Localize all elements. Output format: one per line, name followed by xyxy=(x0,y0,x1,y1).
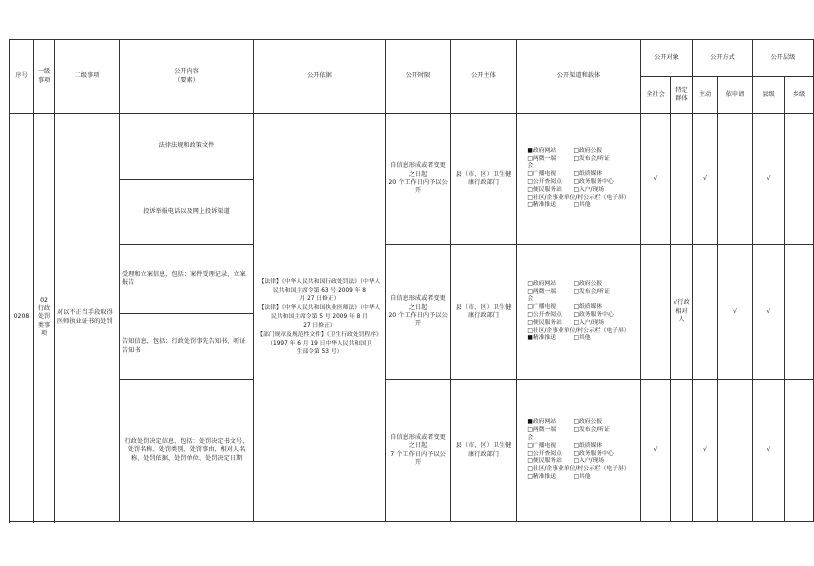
check-all: √ xyxy=(641,380,671,522)
header-level: 公开层级 xyxy=(753,40,814,77)
check-county: √ xyxy=(753,245,785,380)
channel-list: ■政府网站 □政府公报 □两微一端 □发布会/听证 会 □广播电视 □纸质媒体 □公开查阅点 □政务服务中心 □便民服务站 □入户/现场 □社区/企事业单位/村公示栏（电子屏） □精准推送 □其他 xyxy=(527,147,630,209)
check-town xyxy=(785,114,814,245)
header-target: 公开对象 xyxy=(641,40,693,77)
content-item: 行政处罚决定信息，包括：处罚决定书文号、处罚名称、处罚类别、处罚事由、相对人名称、处罚依据、处罚单位、处罚决定日期 xyxy=(120,380,254,522)
check-specific xyxy=(671,114,693,245)
row-basis xyxy=(254,114,386,522)
channel-cell xyxy=(517,380,641,522)
header-basis: 公开依据 xyxy=(254,40,386,114)
header-subject: 公开主体 xyxy=(451,40,517,114)
check-specific: √行政相对人 xyxy=(671,245,693,380)
check-active: √ xyxy=(693,114,718,245)
channel-list: □政府网站 □政府公报 □两微一端 □发布会/听证 会 □广播电视 □纸质媒体 □公开查阅点 □政务服务中心 □便民服务站 □入户/现场 □社区/企事业单位/村公示栏（电子屏） ■精准推送 □其他 xyxy=(527,280,630,342)
check-active xyxy=(693,245,718,380)
header-time: 公开时限 xyxy=(386,40,451,114)
header-channel: 公开渠道和载体 xyxy=(517,40,641,114)
check-county: √ xyxy=(753,114,785,245)
time-cell: 自信息形成或者变更之日起 20 个工作日内予以公开 xyxy=(386,114,451,245)
check-specific xyxy=(671,380,693,522)
header-content: 公开内容 （要素） xyxy=(120,40,254,114)
check-county: √ xyxy=(753,380,785,522)
check-all xyxy=(641,245,671,380)
header-level-county: 县级 xyxy=(753,77,785,114)
check-request: √ xyxy=(718,245,753,380)
header-method-active: 主动 xyxy=(693,77,718,114)
disclosure-table xyxy=(9,39,814,522)
subject-cell: 县（市、区）卫生健康行政部门 xyxy=(451,114,517,245)
check-all: √ xyxy=(641,114,671,245)
row-level1: 02 行政 处罚 类事 项 xyxy=(34,114,55,522)
subject-cell: 县（市、区）卫生健康行政部门 xyxy=(451,245,517,380)
channel-cell xyxy=(517,245,641,380)
row-seq: 0208 xyxy=(10,114,34,522)
header-method-request: 依申请 xyxy=(718,77,753,114)
time-cell: 自信息形成或者变更之日起 20 个工作日内予以公开 xyxy=(386,245,451,380)
check-active: √ xyxy=(693,380,718,522)
header-method: 公开方式 xyxy=(693,40,753,77)
channel-cell xyxy=(517,114,641,245)
content-item: 告知信息，包括：行政处罚事先告知书、听证告知书 xyxy=(120,314,254,380)
header-level1: 一级 事项 xyxy=(34,40,55,114)
header-seq: 序号 xyxy=(10,40,34,114)
basis-text: 【法律】《中华人民共和国行政处罚法》（中华人民共和国主席令第 63 号 2009 年 8 月 27 日修正） 【法律】《中华人民共和国执业医师法》（中华人民共和国主席令第 5 号 2009 年 8 月 27 日修正） 【部门规章及规范性文件】《卫生行政处罚程序》（1997 年 6 月 19 日中华人民共和国卫 生部令第 53 号） xyxy=(257,278,382,356)
channel-list: ■政府网站 □政府公报 □两微一端 □发布会/听证 会 □广播电视 □纸质媒体 □公开查阅点 □政务服务中心 □便民服务站 □入户/现场 □社区/企事业单位/村公示栏（电子屏） □精准推送 □其他 xyxy=(527,419,630,480)
header-target-all: 全社会 xyxy=(641,77,671,114)
header-level-town: 乡级 xyxy=(785,77,814,114)
subject-cell: 县（市、区）卫生健康行政部门 xyxy=(451,380,517,522)
row-level2: 对以不正当手段取得医师执业证书的处罚 xyxy=(55,114,120,522)
check-town xyxy=(785,245,814,380)
check-request xyxy=(718,380,753,522)
header-level2: 二级事项 xyxy=(55,40,120,114)
header-target-specific: 特定 群体 xyxy=(671,77,693,114)
check-town xyxy=(785,380,814,522)
check-request xyxy=(718,114,753,245)
content-item: 投诉举报电话以及网上投诉渠道 xyxy=(120,180,254,245)
content-item: 受理和立案信息，包括：案件受理记录、立案报告 xyxy=(120,245,254,314)
time-cell: 自信息形成或者变更之日起 7 个工作日内予以公开 xyxy=(386,380,451,522)
content-item: 法律法规和政策文件 xyxy=(120,114,254,180)
